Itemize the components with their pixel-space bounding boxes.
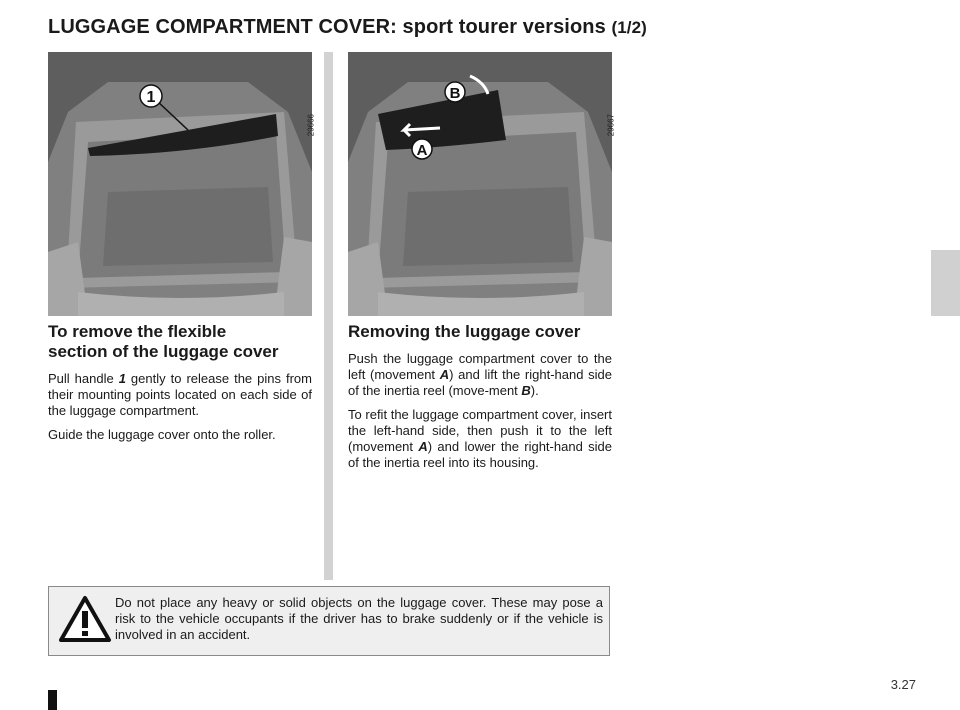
crop-mark	[48, 690, 57, 710]
paragraph-guide-cover: Guide the luggage cover onto the roller.	[48, 427, 276, 442]
warning-box	[48, 586, 610, 656]
figure-cover-in-place	[48, 52, 315, 316]
text-run: ).	[530, 383, 539, 398]
ref-handle-1: 1	[118, 371, 126, 386]
warning-text: Do not place any heavy or solid objects on the luggage cover. These may pose a risk to the vehicle occupants if the driver has to brake suddenly or if the vehicle is involved in an accident.	[115, 595, 603, 642]
luggage-compartment-illustration	[48, 52, 312, 316]
callout-a: A	[416, 142, 428, 159]
paragraph-pull-handle	[48, 371, 312, 419]
page-number: 3.27	[890, 677, 916, 692]
heading-line-1: To remove the flexible	[48, 322, 227, 341]
section-remove-flexible-section	[48, 322, 312, 451]
warning-triangle-icon	[59, 595, 111, 643]
text-run: ) and lower the right-hand side of the inertia reel into its housing.	[348, 439, 612, 470]
column-divider	[324, 52, 333, 580]
ref-movement-b: B	[521, 383, 531, 398]
section-heading: Removing the luggage cover	[348, 322, 581, 341]
luggage-cover-removal-illustration	[348, 52, 612, 316]
section-removing-luggage-cover	[348, 322, 612, 479]
figure-ref-29667: 29667	[606, 114, 615, 137]
text-run: Pull handle	[48, 371, 119, 386]
title-page-fraction: (1/2)	[611, 18, 647, 37]
ref-movement-a: A	[418, 439, 428, 454]
paragraph-push-cover	[348, 351, 612, 399]
callout-b: B	[449, 85, 461, 102]
figure-ref-29666: 29666	[306, 114, 315, 137]
paragraph-refit-cover	[348, 407, 612, 471]
text-run: gently to release the pins from their mounting points located on each side of the luggage compartment.	[48, 371, 312, 418]
callout-1: 1	[146, 89, 156, 106]
heading-line-2: section of the luggage cover	[48, 342, 279, 361]
text-run: To refit the luggage compartment cover, insert the left-hand side, then push it to the left (movement	[348, 407, 612, 454]
text-run: Push the luggage compartment cover to the left (movement	[348, 351, 612, 382]
page-title	[48, 16, 647, 39]
section-heading	[48, 322, 312, 362]
title-text: LUGGAGE COMPARTMENT COVER: sport tourer versions	[48, 16, 606, 38]
ref-movement-a: A	[439, 367, 450, 382]
chapter-tab	[931, 250, 960, 316]
text-run: ) and lift the right-hand side of the inertia reel (move-ment	[348, 367, 612, 398]
figure-cover-removal	[348, 52, 615, 316]
